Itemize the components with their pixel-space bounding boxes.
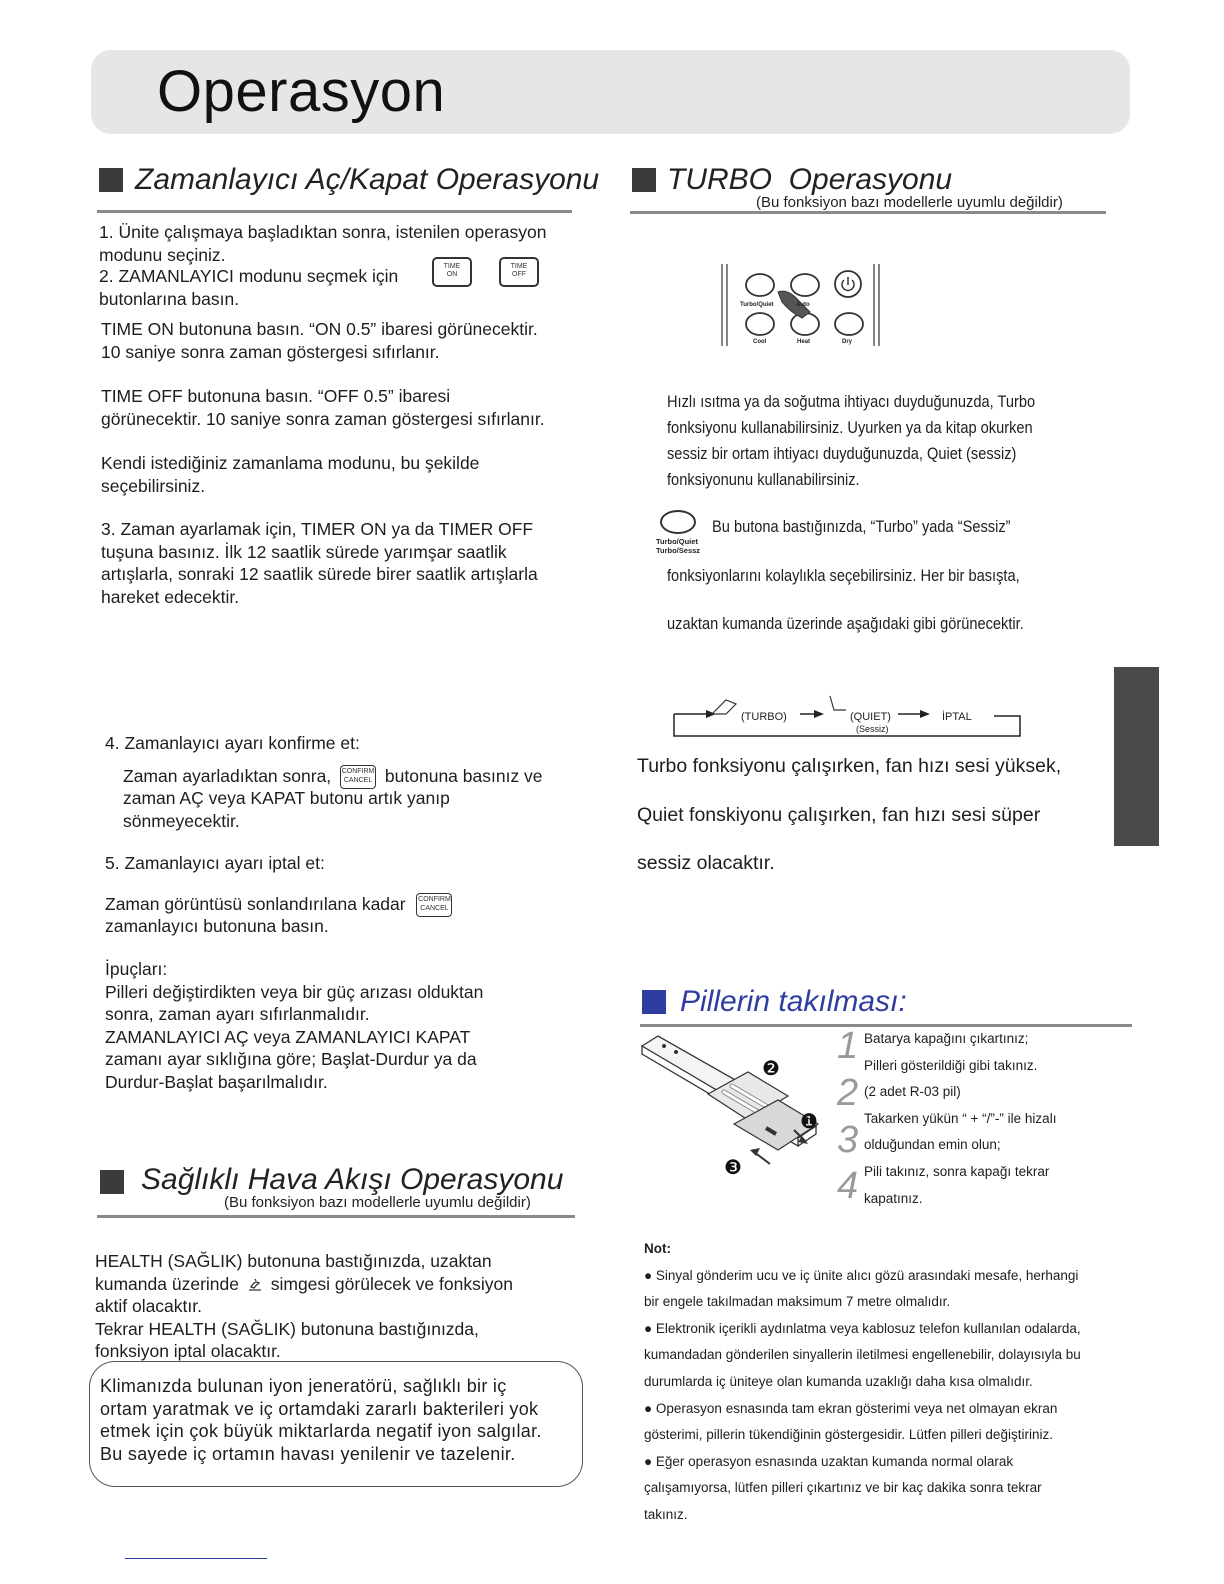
remote-control-illustration	[718, 262, 888, 348]
turbo-quiet-button-label: Turbo/Quiet Turbo/Sessz	[656, 537, 701, 555]
timer-step2-cont: butonlarına basın.	[99, 289, 240, 309]
section-divider	[97, 1215, 575, 1218]
step-number-1: 1	[837, 1025, 859, 1067]
section-marker	[632, 168, 656, 192]
remote-label-turbo: Turbo/Quiet	[740, 302, 774, 308]
battery-section-title: Pillerin takılması:	[680, 985, 907, 1018]
timer-section-title: Zamanlayıcı Aç/Kapat Operasyonu	[135, 163, 600, 196]
time-off-button-icon: TIME OFF	[499, 257, 539, 287]
timer-step4-body: zaman AÇ veya KAPAT butonu artık yanıp sönmeyecektir.	[123, 788, 450, 831]
remote-label-dry: Dry	[842, 339, 853, 345]
step-number-2: 2	[837, 1072, 859, 1114]
timer-step2: 2. ZAMANLAYICI modunu seçmek için	[99, 266, 399, 286]
turbo-quiet-cycle-diagram	[670, 690, 1026, 740]
time-off-text: TIME OFF butonuna basın. “OFF 0.5” ibaresi görünecektir. 10 saniye sonra zaman göstergesi sıfırlanır.	[101, 386, 545, 429]
notes-block: Not: ● Sinyal gönderim ucu ve iç ünite alıcı gözü arasındaki mesafe, herhangi bir engele takılmadan maksimum 7 metre olmalıdır. ● Elektronik içerikli aydınlatma veya kablosuz telefon kullanılan odalarda, kumandadan gönderilen sinyallerin iletilmesi engellenebilir, dolayısıyla bu durumlarda iç üniteye olan kumanda uzaklığı daha kısa olmalıdır. ● Operasyon esnasında tam ekran gösterimi veya net olmayan ekran gösterimi, pillerin tükendiğinin göstergesidir. Lütfen pilleri değiştiriniz. ● Eğer operasyon esnasında uzaktan kumanda normal olarak çalışamıyorsa, lütfen pilleri çıkartınız ve bir kaç dakika sonra tekrar takınız.	[644, 1241, 1081, 1522]
timer-step4-line1: Zaman ayarladıktan sonra, CONFIRM CANCEL butonuna basınız ve	[123, 765, 543, 789]
page-title: Operasyon	[157, 59, 446, 124]
step-number-3: 3	[837, 1119, 859, 1161]
battery-install-illustration	[638, 1032, 834, 1180]
section-divider	[630, 211, 1106, 214]
battery-steps-text: Batarya kapağını çıkartınız; Pilleri gösterildiği gibi takınız. (2 adet R-03 pil) Takarken yükün “ + “/”-” ile hizalı olduğundan emin olun; Pili takınız, sonra kapağı tekrar kapatınız.	[864, 1031, 1057, 1206]
timer-step1: 1. Ünite çalışmaya başladıktan sonra, istenilen operasyon modunu seçiniz.	[99, 222, 547, 265]
remote-label-auto: Auto	[796, 302, 810, 308]
step-circle-1: ❶	[800, 1109, 818, 1133]
section-divider	[97, 210, 572, 213]
quiet-icon	[830, 696, 846, 710]
turbo-quiet-button-icon	[660, 510, 696, 534]
time-on-text: TIME ON butonuna basın. “ON 0.5” ibaresi görünecektir. 10 saniye sonra zaman göstergesi sıfırlanır.	[101, 319, 538, 362]
turbo-select-text: fonksiyonlarını kolaylıkla seçebilirsiniz. Her bir basışta,	[667, 566, 1020, 585]
confirm-cancel-icon: CONFIRM CANCEL	[340, 765, 376, 789]
flow-quiet-sub: (Sessiz)	[856, 724, 889, 734]
timer-step5-line2: zamanlayıcı butonuna basın.	[105, 916, 329, 936]
side-tab	[1114, 667, 1159, 846]
health-icon	[246, 1277, 264, 1293]
turbo-section-subtitle: (Bu fonksiyon bazı modellerle uyumlu değildir)	[756, 194, 1063, 211]
flow-quiet-label: (QUIET)	[850, 711, 891, 723]
section-marker	[642, 990, 666, 1014]
footer-link-line	[125, 1558, 267, 1559]
section-marker	[100, 1170, 124, 1194]
health-section-title: Sağlıklı Hava Akışı Operasyonu	[141, 1163, 564, 1196]
timer-mode-text: Kendi istediğiniz zamanlama modunu, bu şekilde seçebilirsiniz.	[101, 453, 480, 496]
turbo-button-text: Bu butona bastığınızda, “Turbo” yada “Sessiz”	[712, 517, 1011, 536]
turbo-description: Hızlı ısıtma ya da soğutma ihtiyacı duyduğunuzda, Turbo fonksiyonu kullanabilirsiniz. Uyurken ya da kitap okurken sessiz bir ortam ihtiyacı duyduğunuzda, Quiet (sessiz) fonksiyonunu kullanabilirsiniz.	[667, 392, 1036, 489]
time-on-button-icon: TIME ON	[432, 257, 472, 287]
timer-step5-title: 5. Zamanlayıcı ayarı iptal et:	[105, 853, 325, 873]
timer-step3: 3. Zaman ayarlamak için, TIMER ON ya da TIMER OFF tuşuna basınız. İlk 12 saatlik sürede yarımşar saatlik artışlarla, sonraki 12 saatlik sürede birer saatlik artışlarla hareket edecektir.	[101, 519, 538, 607]
ion-generator-text: Klimanızda bulunan iyon jeneratörü, sağlıklı bir iç ortam yaratmak ve iç ortamdaki zararlı bakterileri yok etmek için çok büyük miktarlarda negatif iyon salgılar. Bu sayede iç ortamın havası yenilenir ve tazelenir.	[100, 1376, 542, 1464]
step-circle-2: ❷	[762, 1056, 780, 1080]
step-circle-3: ❸	[724, 1155, 742, 1179]
step-number-4: 4	[837, 1165, 859, 1207]
turbo-effect-text: Turbo fonksiyonu çalışırken, fan hızı sesi yüksek, Quiet fonskiyonu çalışırken, fan hızı sesi süper sessiz olacaktır.	[637, 755, 1062, 874]
remote-label-heat: Heat	[797, 339, 811, 345]
flow-cancel-label: İPTAL	[942, 711, 972, 723]
section-marker	[99, 168, 123, 192]
health-text: HEALTH (SAĞLIK) butonuna bastığınızda, uzaktan kumanda üzerinde simgesi görülecek ve fonksiyon aktif olacaktır. Tekrar HEALTH (SAĞLIK) butonuna bastığınızda, fonksiyon iptal olacaktır.	[95, 1251, 513, 1361]
timer-step5-line1: Zaman görüntüsü sonlandırılana kadar CONFIRM CANCEL	[105, 893, 452, 917]
remote-label-cool: Cool	[753, 339, 767, 345]
turbo-icon	[712, 700, 736, 714]
health-section-subtitle: (Bu fonksiyon bazı modellerle uyumlu değildir)	[224, 1194, 531, 1211]
confirm-cancel-icon: CONFIRM CANCEL	[416, 893, 452, 917]
turbo-display-text: uzaktan kumanda üzerinde aşağıdaki gibi görünecektir.	[667, 614, 1024, 633]
turbo-section-title: TURBO Operasyonu	[667, 163, 953, 196]
tips-block: İpuçları: Pilleri değiştirdikten veya bir güç arızası olduktan sonra, zaman ayarı sıfırlanmalıdır. ZAMANLAYICI AÇ veya ZAMANLAYICI KAPAT zamanı ayar sıklığına göre; Başlat-Durdur ya da Durdur-Başlat başarılmalıdır.	[105, 959, 484, 1092]
flow-turbo-label: (TURBO)	[741, 711, 787, 723]
timer-step4-title: 4. Zamanlayıcı ayarı konfirme et:	[105, 733, 360, 753]
